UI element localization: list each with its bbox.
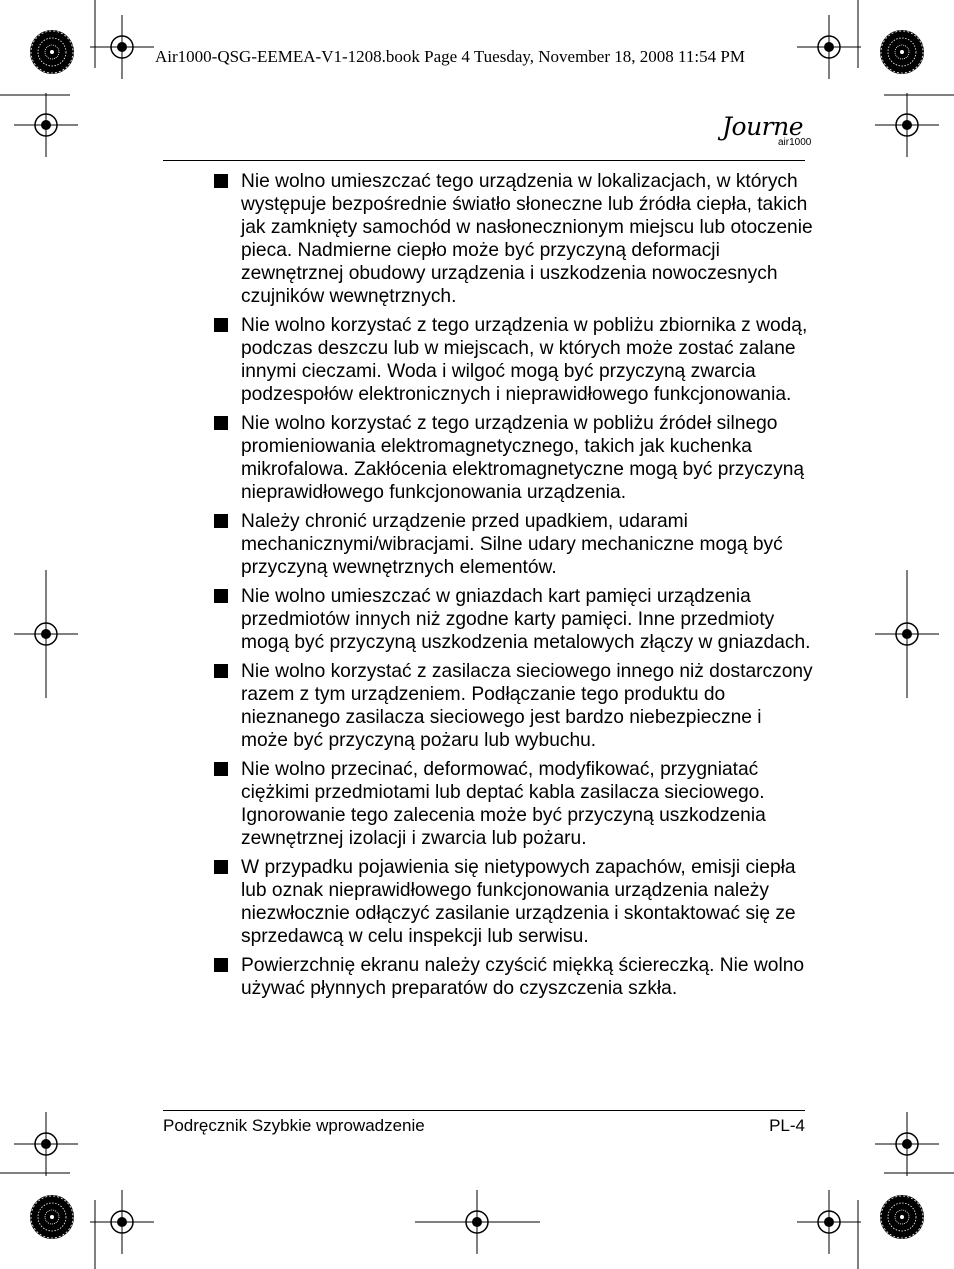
brand-script-text: Journe bbox=[722, 112, 804, 141]
list-item-text: Nie wolno korzystać z tego urządzenia w pobliżu źródeł silnego promieniowania elektromagnetycznego, takich jak kuchenka mikrofalowa. Zakłócenia elektromagnetyczne mogą być przyczyną nieprawidłowego funkcjonowania urządzenia. bbox=[241, 413, 805, 503]
list-item-text: Nie wolno umieszczać tego urządzenia w lokalizacjach, w których występuje bezpośrednie światło słoneczne lub źródła ciepła, takich jak zamknięty samochód w nasłonecznionym miejscu lub otoczenie pieca. Nadmierne ciepło może być przyczyną deformacji zewnętrznej obudowy urządzenia i uszkodzenia nowoczesnych czujników wewnętrznych. bbox=[241, 171, 813, 307]
list-item-text: Nie wolno korzystać z zasilacza sieciowego innego niż dostarczony razem z tym urządzeniem. Podłączanie tego produktu do nieznanego zasilacza sieciowego jest bardzo niebezpieczne i może być przyczyną pożaru lub wybuchu. bbox=[241, 661, 813, 751]
footer-rule bbox=[163, 1110, 805, 1111]
brand-sub-text: air1000 bbox=[778, 137, 812, 148]
print-slug-line: Air1000-QSG-EEMEA-V1-1208.book Page 4 Tuesday, November 18, 2008 11:54 PM bbox=[155, 47, 745, 66]
header-rule bbox=[163, 160, 805, 161]
square-bullet-icon bbox=[214, 514, 228, 528]
square-bullet-icon bbox=[214, 174, 228, 188]
list-item-text: Należy chronić urządzenie przed upadkiem, udarami mechanicznymi/wibracjami. Silne udary mechaniczne mogą być przyczyną wewnętrznych elementów. bbox=[241, 511, 783, 578]
page-number: PL-4 bbox=[769, 1116, 805, 1135]
square-bullet-icon bbox=[214, 762, 228, 776]
square-bullet-icon bbox=[214, 664, 228, 678]
square-bullet-icon bbox=[214, 860, 228, 874]
square-bullet-icon bbox=[214, 589, 228, 603]
list-item bbox=[213, 412, 813, 504]
square-bullet-icon bbox=[214, 958, 228, 972]
list-item bbox=[213, 856, 813, 948]
list-item bbox=[213, 758, 813, 850]
list-item-text: Nie wolno korzystać z tego urządzenia w pobliżu zbiornika z wodą, podczas deszczu lub w miejscach, w których może zostać zalane innymi cieczami. Woda i wilgoć mogą być przyczyną zwarcia podzespołów elektronicznych i nieprawidłowego funkcjonowania. bbox=[241, 315, 808, 405]
list-item bbox=[213, 510, 813, 579]
square-bullet-icon bbox=[214, 416, 228, 430]
list-item-text: Nie wolno przecinać, deformować, modyfikować, przygniatać ciężkimi przedmiotami lub deptać kabla zasilacza sieciowego. Ignorowanie tego zalecenia może być przyczyną uszkodzenia zewnętrznej izolacji i zwarcia lub pożaru. bbox=[241, 759, 766, 849]
list-item-text: Nie wolno umieszczać w gniazdach kart pamięci urządzenia przedmiotów innych niż zgodne karty pamięci. Inne przedmioty mogą być przyczyną uszkodzenia metalowych złączy w gniazdach. bbox=[241, 586, 811, 653]
list-item bbox=[213, 660, 813, 752]
list-item bbox=[213, 170, 813, 308]
journey-air-logo bbox=[722, 112, 812, 160]
footer-title: Podręcznik Szybkie wprowadzenie bbox=[163, 1116, 425, 1135]
list-item-text: W przypadku pojawienia się nietypowych zapachów, emisji ciepła lub oznak nieprawidłowego funkcjonowania urządzenia należy niezwłocznie odłączyć zasilanie urządzenia i skontaktować się ze sprzedawcą w celu inspekcji lub serwisu. bbox=[241, 857, 796, 947]
square-bullet-icon bbox=[214, 318, 228, 332]
list-item-text: Powierzchnię ekranu należy czyścić miękką ściereczką. Nie wolno używać płynnych preparatów do czyszczenia szkła. bbox=[241, 955, 805, 999]
list-item bbox=[213, 585, 813, 654]
safety-bullet-list bbox=[213, 170, 813, 1006]
list-item bbox=[213, 954, 813, 1000]
list-item bbox=[213, 314, 813, 406]
